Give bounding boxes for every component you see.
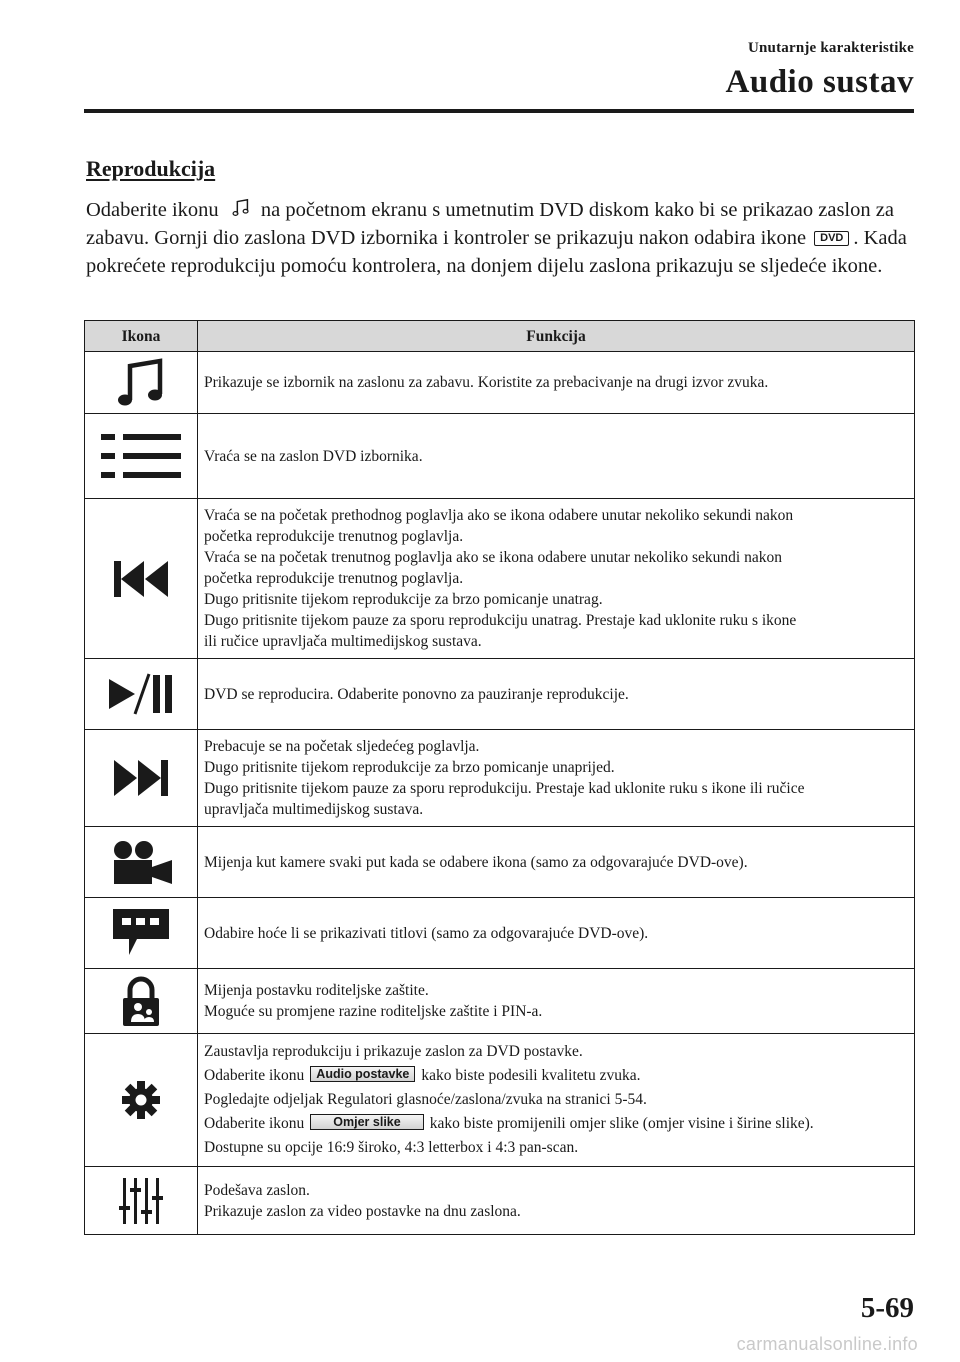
table-row xyxy=(85,1167,915,1235)
table-row xyxy=(85,499,915,659)
table-row xyxy=(85,969,915,1034)
aspect-ratio-text: kako biste promijenili omjer slike (omjer visine i širine slike). xyxy=(429,1115,814,1132)
header-rule xyxy=(84,109,914,113)
header-icon: Ikona xyxy=(85,321,198,352)
table-row xyxy=(85,827,915,898)
table-row xyxy=(85,730,915,827)
row-description-line: početka reprodukcije trenutnog poglavlja. xyxy=(204,570,464,587)
select-icon-text: Odaberite ikonu xyxy=(204,1067,305,1084)
row-description-line: Podešava zaslon. xyxy=(204,1181,310,1199)
row-description-line: Dostupne su opcije 16:9 široko, 4:3 letterbox i 4:3 pan-scan. xyxy=(204,1139,579,1156)
next-track-icon xyxy=(114,760,168,796)
table-row xyxy=(85,1034,915,1167)
parental-lock-icon xyxy=(121,976,161,1026)
row-description: Prikazuje se izbornik na zaslonu za zabavu. Koristite za prebacivanje na drugi izvor zvuka. xyxy=(204,374,769,391)
row-description-line: Pogledajte odjeljak Regulatori glasnoće/zaslona/zvuka na stranici 5-54. xyxy=(204,1091,647,1108)
intro-paragraph xyxy=(86,196,916,280)
row-description-line xyxy=(204,1112,906,1136)
row-description-line: Zaustavlja reprodukciju i prikazuje zaslon za DVD postavke. xyxy=(204,1043,583,1060)
row-description-line: Mijenja postavku roditeljske zaštite. xyxy=(204,982,429,999)
row-description-line: upravljača multimedijskog sustava. xyxy=(204,801,424,818)
aspect-ratio-button[interactable]: Omjer slike xyxy=(310,1114,423,1130)
play-pause-icon xyxy=(109,673,173,715)
row-description-line xyxy=(204,1064,906,1088)
row-description-line: Vraća se na početak prethodnog poglavlja ako se ikona odabere unutar nekoliko sekundi nakon xyxy=(204,507,794,524)
row-description: Mijenja kut kamere svaki put kada se odabere ikona (samo za odgovarajuće DVD-ove). xyxy=(204,853,748,871)
audio-settings-button[interactable]: Audio postavke xyxy=(310,1066,415,1082)
row-description-line: ili ručice upravljača multimedijskog sustava. xyxy=(204,633,482,650)
row-description-line: Dugo pritisnite tijekom pauze za sporu reprodukciju. Prestaje kad uklonite ruku s ikone ili ručice xyxy=(204,780,805,797)
row-description: Odabire hoće li se prikazivati titlovi (samo za odgovarajuće DVD-ove). xyxy=(204,924,649,942)
list-menu-icon xyxy=(101,434,181,478)
subtitles-icon xyxy=(113,909,169,957)
music-note-inline-icon xyxy=(230,197,252,219)
chapter-label: Unutarnje karakteristike xyxy=(747,40,914,56)
header-function: Funkcija xyxy=(198,321,915,352)
row-description: DVD se reproducira. Odaberite ponovno za pauziranje reprodukcije. xyxy=(204,685,629,703)
row-description-line: Dugo pritisnite tijekom pauze za sporu reprodukciju unatrag. Prestaje kad uklonite ruku s ikone xyxy=(204,612,797,629)
table-row xyxy=(85,659,915,730)
select-icon-text: Odaberite ikonu xyxy=(204,1115,305,1132)
audio-settings-text: kako biste podesili kvalitetu zvuka. xyxy=(421,1067,641,1084)
row-description-line: Vraća se na početak trenutnog poglavlja ako se ikona odabere unutar nekoliko sekundi nakon xyxy=(204,549,782,566)
table-header-row xyxy=(85,321,915,352)
page-title: Audio sustav xyxy=(725,64,914,100)
dvd-badge: DVD xyxy=(814,231,849,246)
row-description-line: Dugo pritisnite tijekom reprodukcije za brzo pomicanje unaprijed. xyxy=(204,759,615,776)
table-row xyxy=(85,352,915,414)
row-description-line: Prebacuje se na početak sljedećeg poglavlja. xyxy=(204,738,480,755)
icon-function-table xyxy=(84,320,915,1235)
row-description: Vraća se na zaslon DVD izbornika. xyxy=(204,447,423,465)
page-number: 5-69 xyxy=(860,1292,914,1324)
intro-text-1: Odaberite ikonu xyxy=(86,199,219,221)
equalizer-sliders-icon xyxy=(119,1178,163,1224)
row-description-line: početka reprodukcije trenutnog poglavlja. xyxy=(204,528,464,545)
settings-gear-icon xyxy=(121,1080,161,1120)
watermark: carmanualsonline.info xyxy=(736,1334,918,1354)
video-camera-icon xyxy=(110,840,172,884)
previous-track-icon xyxy=(114,561,168,597)
intro-text-3: . Kada pokrećete reprodukciju pomoću kontrolera, na donjem dijelu zaslona prikazuju se sljedeće ikone. xyxy=(86,227,907,277)
row-description-line: Moguće su promjene razine roditeljske zaštite i PIN-a. xyxy=(204,1003,543,1020)
intro-text-2: na početnom ekranu s umetnutim DVD diskom kako bi se prikazao zaslon za zabavu. Gornji dio zaslona DVD izbornika i kontroler se prikazuju nakon odabira ikone xyxy=(86,199,894,249)
row-description-line: Prikazuje zaslon za video postavke na dnu zaslona. xyxy=(204,1202,521,1220)
music-note-icon xyxy=(115,358,167,408)
table-row xyxy=(85,414,915,499)
section-title: Reprodukcija xyxy=(86,156,216,181)
table-row xyxy=(85,898,915,969)
row-description-line: Dugo pritisnite tijekom reprodukcije za brzo pomicanje unatrag. xyxy=(204,591,603,608)
